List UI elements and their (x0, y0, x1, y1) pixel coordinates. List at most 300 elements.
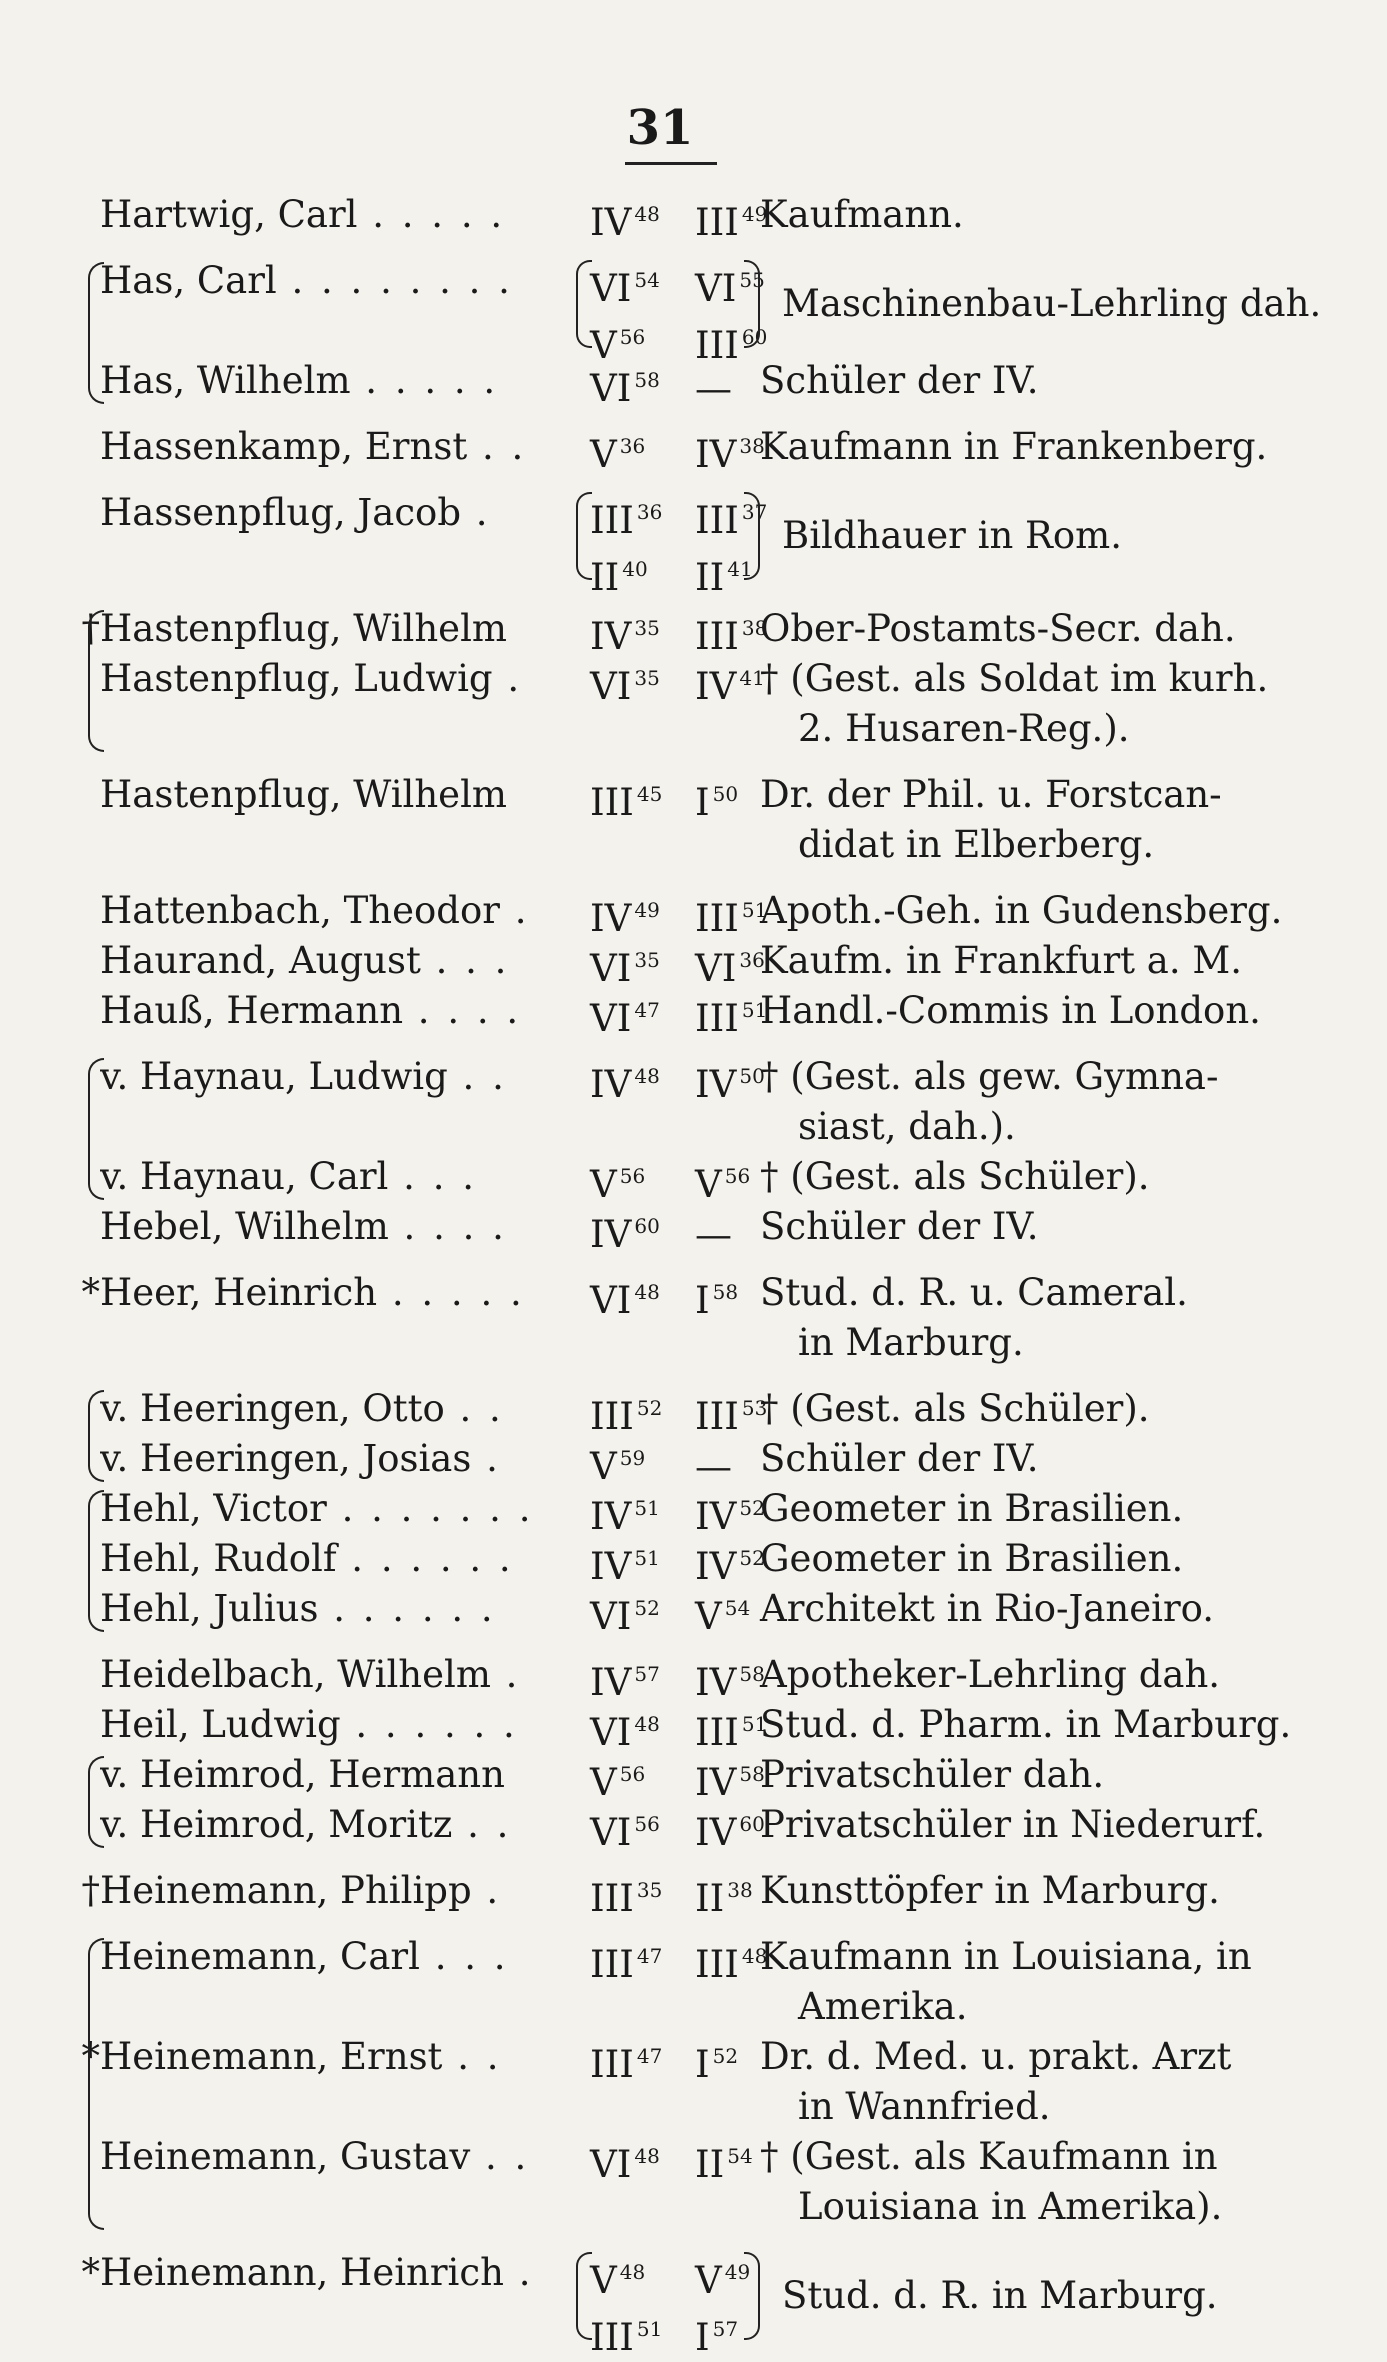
class-year-number: 52 (634, 1596, 660, 1620)
class-numeral: V (590, 433, 617, 476)
exit-class (695, 2248, 785, 2362)
class-numeral: I (695, 781, 710, 824)
dot-leader: . . . . . (377, 1271, 525, 1314)
entry-class (590, 356, 680, 413)
class-year (695, 2305, 785, 2362)
class-year-number: 40 (622, 557, 648, 581)
entry-occupation (760, 1800, 1365, 1850)
class-year-number: 51 (634, 1496, 660, 1520)
entry-name-text: Haurand, August (100, 939, 421, 982)
class-year (590, 1534, 680, 1591)
register-entry (40, 936, 1370, 990)
class-numeral: I (695, 1279, 710, 1322)
class-year-number: 41 (727, 557, 753, 581)
dot-leader: . . . (419, 1935, 509, 1978)
class-year-number: 48 (634, 202, 660, 226)
occupation-line: in Wannfried. (798, 2085, 1051, 2128)
class-year-number: 36 (739, 948, 765, 972)
class-year-number: 48 (634, 1712, 660, 1736)
entry-mark: * (81, 2251, 100, 2294)
entry-name-text: Heinemann, Ernst (100, 2035, 443, 2078)
class-year-number: 36 (636, 500, 663, 524)
entry-class (590, 488, 680, 602)
register-entry (40, 356, 1370, 410)
class-year (695, 545, 785, 602)
class-year-number: 57 (712, 2317, 739, 2341)
entry-class (590, 1932, 680, 1989)
class-year (590, 1866, 680, 1923)
class-year-number: 49 (741, 202, 768, 226)
occupation-line: Kunsttöpfer in Marburg. (760, 1869, 1220, 1912)
class-numeral: VI (590, 1811, 632, 1854)
entry-occupation (760, 1434, 1365, 1484)
entry-name (100, 1584, 660, 1634)
dot-leader: . (490, 1653, 521, 1696)
entry-name-text: Hartwig, Carl (100, 193, 358, 236)
entry-name-text: Heinemann, Carl (100, 1935, 420, 1978)
entry-class (590, 1700, 680, 1757)
class-numeral: IV (590, 1063, 632, 1106)
entry-occupation (760, 1268, 1365, 1368)
entry-class (590, 1750, 680, 1807)
class-numeral: VI (590, 997, 632, 1040)
entry-name (100, 604, 660, 654)
occupation-line: † (Gest. als Kaufmann in (760, 2135, 1218, 2178)
entry-name-text: Heinemann, Heinrich (100, 2251, 504, 2294)
class-numeral: IV (695, 1811, 737, 1854)
class-numeral: II (695, 556, 725, 599)
class-year (590, 770, 680, 827)
class-year-number: 58 (739, 1662, 765, 1686)
class-numeral: IV (695, 1545, 737, 1588)
class-year-number: 58 (712, 1280, 739, 1304)
entry-name (100, 1152, 660, 1202)
class-year-number: 35 (634, 948, 660, 972)
register-entry (40, 1268, 1370, 1368)
occupation-line: † (Gest. als Soldat im kurh. (760, 657, 1269, 700)
class-numeral: II (695, 2143, 725, 2186)
entry-name-text: v. Haynau, Carl (100, 1155, 389, 1198)
entry-name (100, 1434, 660, 1484)
dot-leader: . . (444, 1387, 504, 1430)
class-numeral: IV (695, 1063, 737, 1106)
class-year (590, 422, 680, 479)
entry-class (590, 1384, 680, 1441)
entry-class (590, 1052, 680, 1109)
entry-name-text: v. Heimrod, Hermann (100, 1753, 505, 1796)
family-brace (88, 1390, 104, 1482)
class-year-number: 54 (727, 2144, 753, 2168)
entry-class (590, 936, 680, 993)
entry-name-text: v. Heeringen, Josias (100, 1437, 472, 1480)
class-numeral: III (695, 897, 739, 940)
class-year (590, 488, 680, 545)
class-year-number: 47 (634, 998, 660, 1022)
entry-brace (576, 2252, 592, 2340)
entry-class (590, 1800, 680, 1857)
class-numeral: I (695, 2043, 710, 2086)
register-entry (40, 986, 1370, 1040)
class-year-number: 35 (634, 666, 660, 690)
occupation-line: Apoth.-Geh. in Gudensberg. (760, 889, 1283, 932)
class-year-number: 59 (619, 1446, 646, 1470)
dot-leader: . . . . . . . (326, 1487, 534, 1530)
entry-occupation (760, 1384, 1365, 1434)
entry-occupation (760, 1650, 1365, 1700)
entry-occupation (760, 1484, 1365, 1534)
entry-name (100, 1700, 660, 1750)
entry-name-text: Hehl, Victor (100, 1487, 327, 1530)
occupation-line: † (Gest. als gew. Gymna- (760, 1055, 1219, 1098)
occupation-line: Kaufmann in Louisiana, in (760, 1935, 1252, 1978)
class-numeral: IV (590, 1213, 632, 1256)
occupation-line: Maschinenbau-Lehrling dah. (782, 282, 1322, 325)
entry-name (100, 1866, 663, 1916)
occupation-line: didat in Elberberg. (798, 823, 1155, 866)
entry-mark: † (81, 607, 100, 650)
entry-name-text: Has, Wilhelm (100, 359, 351, 402)
occupation-line: siast, dah.). (798, 1105, 1016, 1148)
entry-brace (576, 492, 592, 580)
entry-class (590, 1534, 680, 1591)
occupation-line: in Marburg. (798, 1321, 1024, 1364)
occupation-line: Kaufmann in Frankenberg. (760, 425, 1268, 468)
class-numeral: III (695, 615, 739, 658)
occupation-line: † (Gest. als Schüler). (760, 1155, 1150, 1198)
class-year-number: 51 (741, 1712, 768, 1736)
entry-occupation (760, 2132, 1365, 2232)
entry-occupation (760, 770, 1365, 870)
entry-name (100, 1534, 660, 1584)
entry-occupation (760, 604, 1365, 654)
dot-leader: . . . . . (357, 193, 506, 236)
class-numeral: V (695, 2259, 722, 2302)
class-year-number: 53 (741, 1396, 768, 1420)
entry-occupation (782, 2271, 1387, 2321)
register-entry (40, 654, 1370, 754)
class-year-number: 47 (636, 2044, 663, 2068)
class-year (590, 1152, 680, 1209)
entry-class (590, 1484, 680, 1541)
entry-class (590, 986, 680, 1043)
entry-occupation (760, 1534, 1365, 1584)
class-year-number: 55 (739, 268, 765, 292)
class-year-number: 49 (724, 2260, 751, 2284)
family-brace (88, 1938, 104, 2230)
entry-name (100, 356, 660, 406)
class-year (590, 1700, 680, 1757)
class-year-number: 57 (634, 1662, 660, 1686)
occupation-line: Stud. d. Pharm. in Marburg. (760, 1703, 1292, 1746)
register-entry (40, 1750, 1370, 1804)
dot-leader: . (499, 889, 530, 932)
class-year-number: 54 (634, 268, 660, 292)
entry-class (590, 1866, 680, 1923)
class-numeral: III (695, 997, 739, 1040)
family-brace (88, 1058, 104, 1200)
register-list (40, 190, 1370, 2359)
exit-class (695, 256, 785, 370)
class-year-number: 41 (739, 666, 765, 690)
register-entry (40, 2248, 1370, 2359)
dot-leader: . . (467, 425, 527, 468)
class-numeral: VI (590, 1595, 632, 1638)
entry-name (100, 1650, 660, 1700)
dot-leader: . . . . (403, 989, 522, 1032)
occupation-line: Ober-Postamts-Secr. dah. (760, 607, 1236, 650)
register-entry (40, 1866, 1370, 1920)
class-year (590, 1800, 680, 1857)
class-numeral: IV (695, 665, 737, 708)
class-year-number: 48 (634, 2144, 660, 2168)
class-year-number: 58 (634, 368, 660, 392)
class-numeral: V (590, 1445, 617, 1488)
class-year (590, 1202, 680, 1259)
dot-leader: . (471, 1869, 502, 1912)
dot-leader: . . (452, 1803, 512, 1846)
entry-name (100, 886, 660, 936)
class-numeral: III (695, 1711, 739, 1754)
class-year (590, 1584, 680, 1641)
class-numeral: VI (590, 267, 632, 310)
entry-class (590, 1650, 680, 1707)
class-year-number: 56 (619, 1762, 646, 1786)
class-numeral: IV (590, 615, 632, 658)
class-year-number: 48 (634, 1064, 660, 1088)
dot-leader: . . (442, 2035, 502, 2078)
register-entry (40, 488, 1370, 599)
entry-name-text: Heinemann, Philipp (100, 1869, 472, 1912)
register-entry (40, 1800, 1370, 1854)
class-year (590, 654, 680, 711)
entry-name (100, 1268, 660, 1318)
dot-leader: . . . . . (350, 359, 499, 402)
occupation-line: Geometer in Brasilien. (760, 1537, 1184, 1580)
dot-leader: . . (447, 1055, 507, 1098)
entry-class (590, 1268, 680, 1325)
entry-occupation (760, 1052, 1365, 1152)
entry-occupation (760, 2032, 1365, 2132)
entry-name (100, 986, 660, 1036)
class-numeral: III (590, 499, 634, 542)
occupation-line: Privatschüler in Niederurf. (760, 1803, 1266, 1846)
class-year (590, 1384, 680, 1441)
occupation-line: Privatschüler dah. (760, 1753, 1105, 1796)
class-year (695, 488, 785, 545)
class-year (695, 2248, 785, 2305)
class-numeral: III (590, 781, 634, 824)
class-numeral: III (695, 324, 739, 367)
class-year (590, 1052, 680, 1109)
dot-leader: . . . . . . . . (276, 259, 513, 302)
register-entry (40, 256, 1370, 367)
register-entry (40, 1434, 1370, 1488)
class-numeral: III (590, 1395, 634, 1438)
entry-name-text: Hehl, Rudolf (100, 1537, 337, 1580)
class-year-number: 45 (636, 782, 663, 806)
class-numeral: VI (590, 2143, 632, 2186)
occupation-line: Schüler der IV. (760, 1437, 1039, 1480)
class-numeral: V (590, 1761, 617, 1804)
class-year (590, 356, 680, 413)
class-numeral: IV (590, 201, 632, 244)
register-entry (40, 1152, 1370, 1206)
class-year (590, 2132, 680, 2189)
entry-name-text: v. Heimrod, Moritz (100, 1803, 453, 1846)
occupation-line: 2. Husaren-Reg.). (798, 707, 1130, 750)
class-year-number: 50 (712, 782, 739, 806)
register-entry (40, 1584, 1370, 1638)
class-numeral: III (590, 2316, 634, 2359)
class-year (590, 1932, 680, 1989)
entry-name-text: Hassenpflug, Jacob (100, 491, 462, 534)
class-numeral: IV (590, 1661, 632, 1704)
entry-class (590, 654, 680, 711)
dot-leader: . . (470, 2135, 530, 2178)
register-entry (40, 2132, 1370, 2232)
occupation-line: Apotheker-Lehrling dah. (760, 1653, 1221, 1696)
class-year (590, 545, 680, 602)
class-numeral: IV (695, 433, 737, 476)
register-entry (40, 1202, 1370, 1256)
class-numeral: II (590, 556, 620, 599)
entry-name (100, 2032, 663, 2082)
class-numeral: IV (590, 1495, 632, 1538)
dot-leader: . (471, 1437, 501, 1480)
class-year (590, 936, 680, 993)
class-numeral: VI (590, 947, 632, 990)
entry-class (590, 770, 680, 827)
class-numeral: V (590, 2259, 617, 2302)
class-year (590, 604, 680, 661)
class-year-number: 35 (636, 1878, 663, 1902)
register-entry (40, 422, 1370, 476)
class-year-number: 60 (634, 1214, 660, 1238)
entry-occupation (760, 1750, 1365, 1800)
entry-name-text: Hastenpflug, Wilhelm (100, 773, 507, 816)
class-year-number: 50 (739, 1064, 765, 1088)
occupation-line: † (Gest. als Schüler). (760, 1387, 1150, 1430)
entry-class (590, 1584, 680, 1641)
class-year-number: 51 (636, 2317, 663, 2341)
entry-name-text: Has, Carl (100, 259, 277, 302)
entry-occupation (760, 986, 1365, 1036)
entry-name-text: v. Heeringen, Otto (100, 1387, 445, 1430)
occupation-line: Schüler der IV. (760, 1205, 1039, 1248)
entry-occupation (760, 1152, 1365, 1202)
entry-class (590, 2132, 680, 2189)
class-numeral: II (695, 1877, 725, 1920)
class-numeral: VI (590, 367, 632, 410)
class-year-number: 48 (634, 1280, 660, 1304)
entry-name-text: Heer, Heinrich (100, 1271, 378, 1314)
dot-leader: . . . (420, 939, 510, 982)
class-numeral: IV (590, 1545, 632, 1588)
entry-occupation (760, 1584, 1365, 1634)
entry-class (590, 1202, 680, 1259)
entry-name (100, 1800, 660, 1850)
entry-name (100, 1484, 660, 1534)
entry-class (590, 1152, 680, 1209)
entry-occupation (760, 1202, 1365, 1252)
dot-leader: . (461, 491, 491, 534)
page-number: 31 (626, 100, 694, 156)
class-numeral: I (695, 2316, 710, 2359)
class-numeral: III (695, 201, 739, 244)
entry-name-text: Hastenpflug, Wilhelm (100, 607, 507, 650)
occupation-line: Handl.-Commis in London. (760, 989, 1261, 1032)
class-year-number: 37 (741, 500, 768, 524)
entry-occupation (760, 1932, 1365, 2032)
entry-brace (576, 260, 592, 348)
entry-occupation (760, 422, 1365, 472)
entry-occupation (760, 654, 1365, 754)
class-year-number: 56 (724, 1164, 751, 1188)
class-numeral: III (695, 499, 739, 542)
class-year-number: 47 (636, 1944, 663, 1968)
register-entry (40, 1484, 1370, 1538)
exit-brace (744, 260, 760, 348)
class-year-number: 52 (739, 1546, 765, 1570)
dot-leader: . . . . . . (340, 1703, 518, 1746)
class-numeral: III (590, 1877, 634, 1920)
register-entry (40, 886, 1370, 940)
class-numeral: VI (590, 1711, 632, 1754)
class-numeral: III (695, 1943, 739, 1986)
entry-name (100, 190, 660, 240)
entry-name-text: v. Haynau, Ludwig (100, 1055, 448, 1098)
entry-name-text: Hehl, Julius (100, 1587, 319, 1630)
class-year-number: 38 (727, 1878, 753, 1902)
dot-leader: . . . (388, 1155, 477, 1198)
entry-name-text: Heidelbach, Wilhelm (100, 1653, 491, 1696)
class-numeral: V (590, 1163, 617, 1206)
class-year-number: 56 (619, 325, 646, 349)
entry-class (590, 190, 680, 247)
register-entry (40, 1700, 1370, 1754)
occupation-line: Louisiana in Amerika). (798, 2185, 1223, 2228)
class-numeral: VI (695, 267, 737, 310)
exit-class (695, 488, 785, 602)
occupation-line: Architekt in Rio-Janeiro. (760, 1587, 1215, 1630)
dot-leader: . . . . (388, 1205, 507, 1248)
entry-class (590, 2248, 680, 2362)
entry-name-text: Heil, Ludwig (100, 1703, 341, 1746)
entry-occupation (782, 511, 1387, 561)
class-year-number: 38 (741, 616, 768, 640)
entry-name-text: Hauß, Hermann (100, 989, 404, 1032)
entry-class (590, 422, 680, 479)
class-year (590, 1650, 680, 1707)
occupation-line: Dr. der Phil. u. Forstcan- (760, 773, 1222, 816)
class-year-number: 52 (739, 1496, 765, 1520)
class-year-number: 35 (634, 616, 660, 640)
dot-leader: . . . . . . (336, 1537, 514, 1580)
class-numeral: — (695, 1213, 732, 1256)
class-year-number: 60 (739, 1812, 765, 1836)
entry-occupation (782, 279, 1387, 329)
entry-occupation (760, 356, 1365, 406)
register-entry (40, 2032, 1370, 2132)
entry-name (100, 422, 660, 472)
entry-mark: * (81, 1271, 100, 1314)
entry-name (100, 936, 660, 986)
class-numeral: VI (695, 947, 737, 990)
occupation-line: Dr. d. Med. u. prakt. Arzt (760, 2035, 1232, 2078)
class-numeral: IV (695, 1661, 737, 1704)
class-year-number: 38 (739, 434, 765, 458)
class-year-number: 51 (741, 898, 768, 922)
